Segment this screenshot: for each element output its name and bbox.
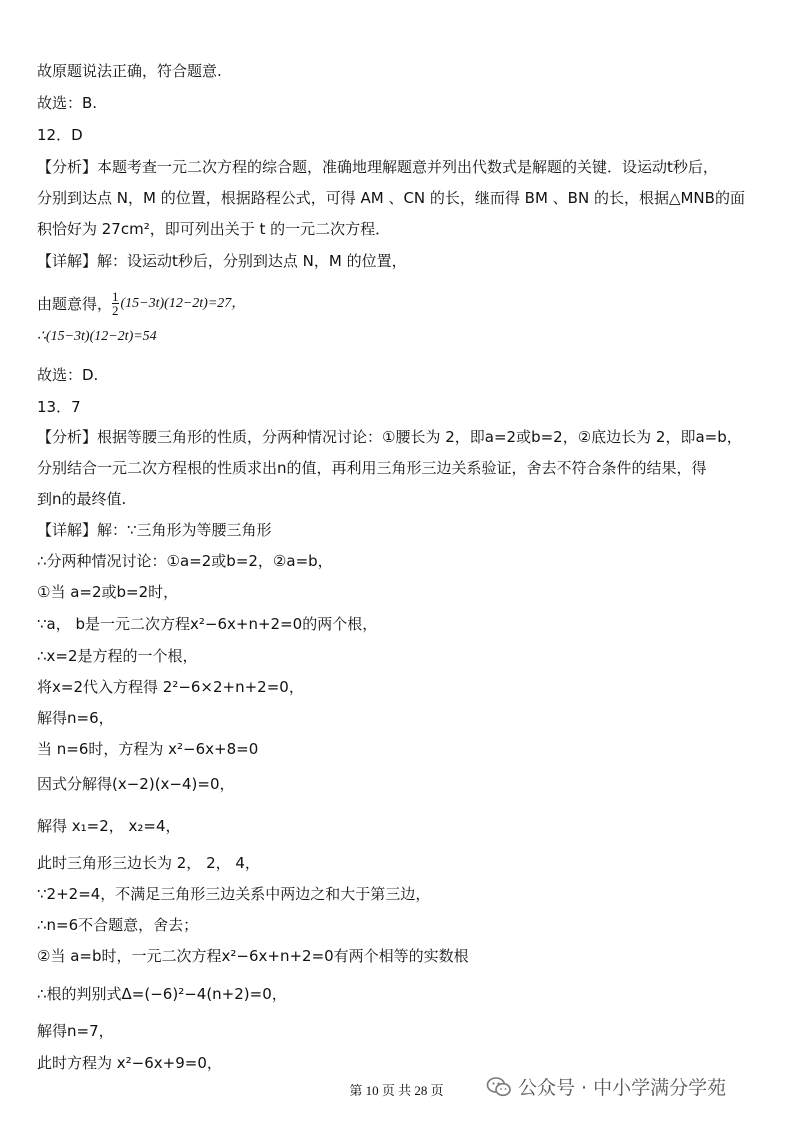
watermark	[486, 1073, 726, 1100]
solution-line: ②当 a=b时，一元二次方程x²−6x+n+2=0有两个相等的实数根	[37, 947, 469, 965]
solution-line: ∴n=6不合题意，舍去；	[37, 916, 199, 934]
solution-line: ∴根的判别式Δ=(−6)²−4(n+2)=0，	[37, 985, 287, 1003]
solution-line: 解得n=6，	[37, 709, 114, 727]
text-line: 故原题说法正确，符合题意.	[37, 62, 222, 80]
analysis-line: 积恰好为 27cm²，即可列出关于 t 的一元二次方程．	[37, 220, 391, 238]
solution-line: 因式分解得(x−2)(x−4)=0，	[37, 775, 235, 793]
analysis-line: 分别结合一元二次方程根的性质求出n的值，再利用三角形三边关系验证，舍去不符合条件的结果，得	[37, 459, 707, 477]
equation-line	[37, 290, 765, 317]
analysis-line: 【分析】根据等腰三角形的性质，分两种情况讨论：①腰长为 2，即a=2或b=2，②底边长为 2，即a=b，	[37, 428, 742, 446]
solution-line: ∴x=2是方程的一个根，	[37, 647, 198, 665]
solution-line: 此时三角形三边长为 2， 2， 4，	[37, 854, 260, 872]
text-line: 故选：D.	[37, 366, 99, 384]
fraction-denominator: 2	[112, 303, 119, 318]
page-footer: 第 10 页 共 28 页	[349, 1083, 444, 1098]
analysis-line: 【分析】本题考查一元二次方程的综合题，准确地理解题意并列出代数式是解题的关键．设运动t秒后，	[37, 158, 718, 176]
solution-line: 将x=2代入方程得 2²−6×2+n+2=0，	[37, 678, 304, 696]
equation-prefix: 由题意得，	[37, 294, 113, 313]
fraction	[112, 290, 119, 317]
solution-line: 【详解】解：∵三角形为等腰三角形	[37, 521, 272, 539]
solution-line: 【详解】解：设运动t秒后，分别到达点 N，M 的位置，	[37, 252, 407, 270]
question-number: 13．7	[37, 398, 81, 416]
solution-line: ∵a， b是一元二次方程x²−6x+n+2=0的两个根，	[37, 615, 378, 633]
solution-line: 解得 x₁=2， x₂=4，	[37, 817, 181, 835]
question-number: 12．D	[37, 126, 83, 144]
analysis-line: 分别到达点 N，M 的位置，根据路程公式，可得 AM 、CN 的长，继而得 BM 、BN 的长，根据△MNB的面	[37, 189, 745, 207]
solution-line: 当 n=6时，方程为 x²−6x+8=0	[37, 740, 259, 758]
fraction-numerator: 1	[112, 289, 119, 304]
solution-line: 解得n=7，	[37, 1022, 114, 1040]
equation-body: (15−3t)(12−2t)=27，	[120, 295, 246, 311]
solution-line: ∵2+2=4，不满足三角形三边关系中两边之和大于第三边，	[37, 885, 431, 903]
wechat-icon	[486, 1074, 512, 1100]
analysis-line: 到n的最终值.	[37, 490, 127, 508]
solution-line: 此时方程为 x²−6x+9=0，	[37, 1054, 222, 1072]
solution-line: ∴分两种情况讨论：①a=2或b=2，②a=b，	[37, 552, 333, 570]
text-line: 故选：B.	[37, 94, 98, 112]
equation-line: ∴(15−3t)(12−2t)=54	[37, 329, 157, 344]
solution-line: ①当 a=2或b=2时，	[37, 583, 179, 601]
watermark-text: 公众号 · 中小学满分学苑	[518, 1077, 727, 1099]
